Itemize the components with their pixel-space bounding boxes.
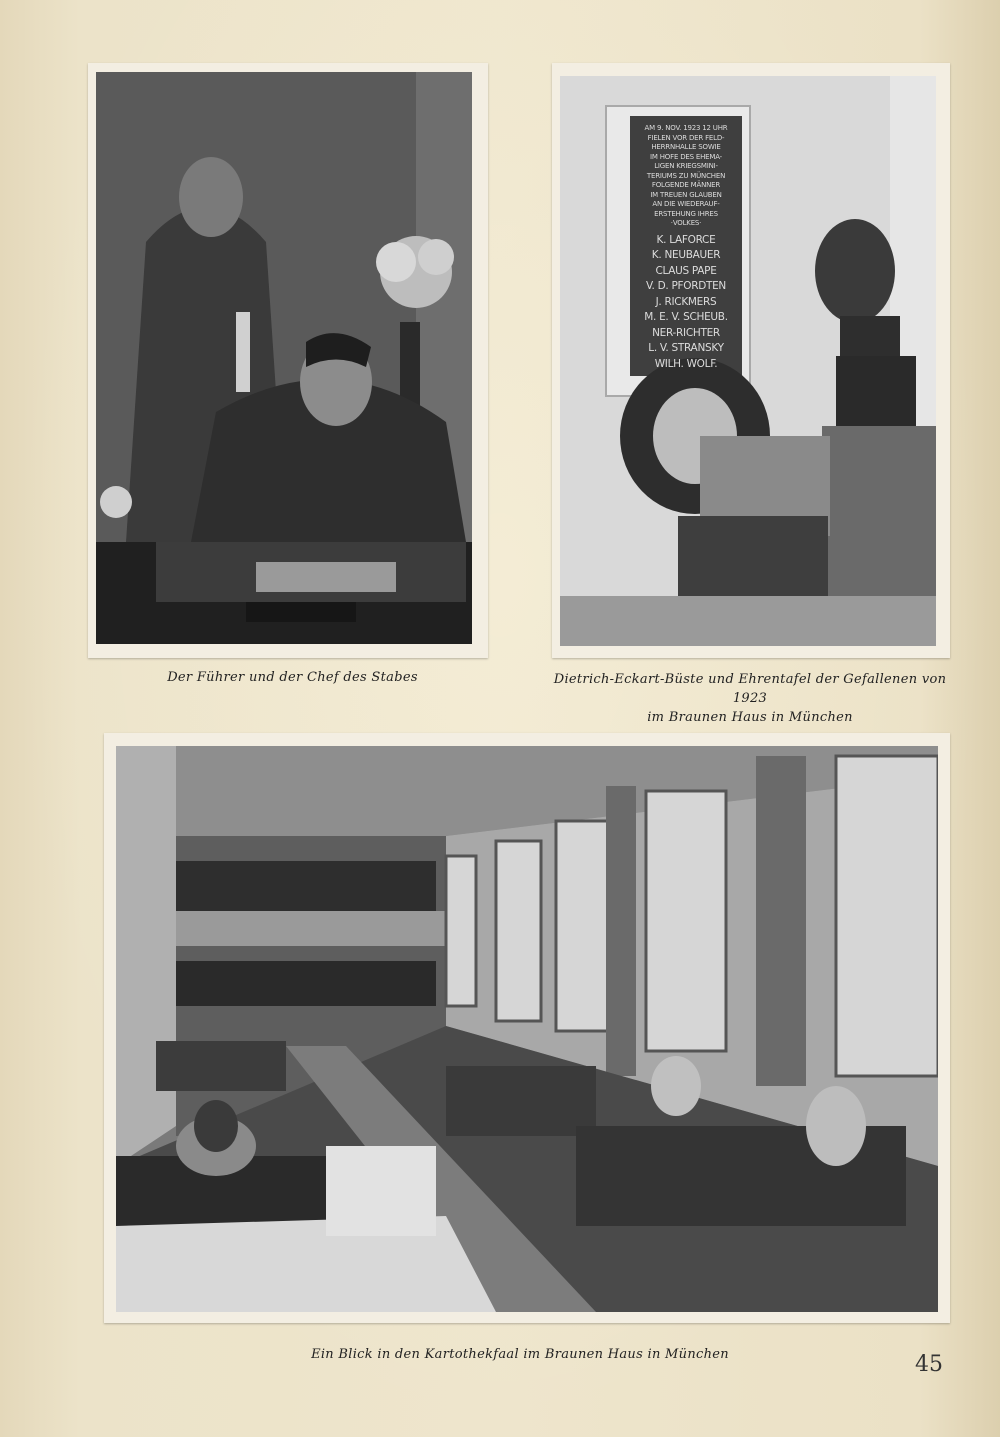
plaque-header-line: HERRNHALLE SOWIE — [651, 143, 721, 151]
caption-eckart-line2: im Braunen Haus in München — [647, 710, 853, 725]
plaque-name: V. D. PFORDTEN — [646, 280, 726, 292]
plaque-header-line: AN DIE WIEDERAUF- — [652, 200, 720, 208]
plaque-name: NER-RICHTER — [652, 326, 720, 339]
plaque-name: J. RICKMERS — [655, 295, 717, 308]
plaque-header-line: TERIUMS ZU MÜNCHEN — [646, 171, 726, 180]
plaque-header-line: LIGEN KRIEGSMINI- — [654, 162, 718, 170]
plaque-header-line: IM HOFE DES EHEMA- — [650, 152, 722, 161]
plaque-header — [632, 124, 740, 229]
caption-fuehrer — [110, 668, 475, 687]
plaque-name: WILH. WOLF. — [654, 357, 718, 370]
memorial-plaque-text — [632, 124, 740, 372]
photo-eckart-bust-memorial-plaque — [560, 76, 936, 646]
caption-card-index-hall — [290, 1345, 750, 1364]
photo-card-index-hall — [116, 746, 938, 1312]
plaque-name: K. NEUBAUER — [651, 249, 721, 261]
plaque-name: K. LAFORCE — [656, 233, 716, 246]
plaque-names — [632, 233, 740, 373]
plaque-header-line: FOLGENDE MÄNNER — [651, 181, 721, 189]
plaque-header-line: AM 9. NOV. 1923 12 UHR — [644, 124, 728, 132]
plaque-header-line: ERSTEHUNG IHRES — [654, 209, 718, 218]
plaque-name: M. E. V. SCHEUB. — [644, 311, 728, 323]
plaque-header-line: IM TREUEN GLAUBEN — [650, 190, 722, 199]
caption-eckart — [545, 670, 955, 727]
photo-fuehrer-and-chief-of-staff — [96, 72, 472, 644]
page-number: 45 — [915, 1352, 943, 1377]
plaque-name: L. V. STRANSKY — [648, 342, 724, 354]
caption-card-index-hall-text: Ein Blick in den Kartothekfaal im Braunen Haus in München — [311, 1347, 729, 1362]
caption-eckart-line1: Dietrich-Eckart-Büste und Ehrentafel der Gefallenen von 1923 — [553, 672, 947, 706]
caption-fuehrer-text: Der Führer und der Chef des Stabes — [167, 670, 418, 685]
plaque-name: CLAUS PAPE — [655, 264, 717, 277]
plaque-header-line: FIELEN VOR DER FELD- — [647, 133, 725, 142]
plaque-header-line: ·VOLKES· — [670, 219, 702, 227]
